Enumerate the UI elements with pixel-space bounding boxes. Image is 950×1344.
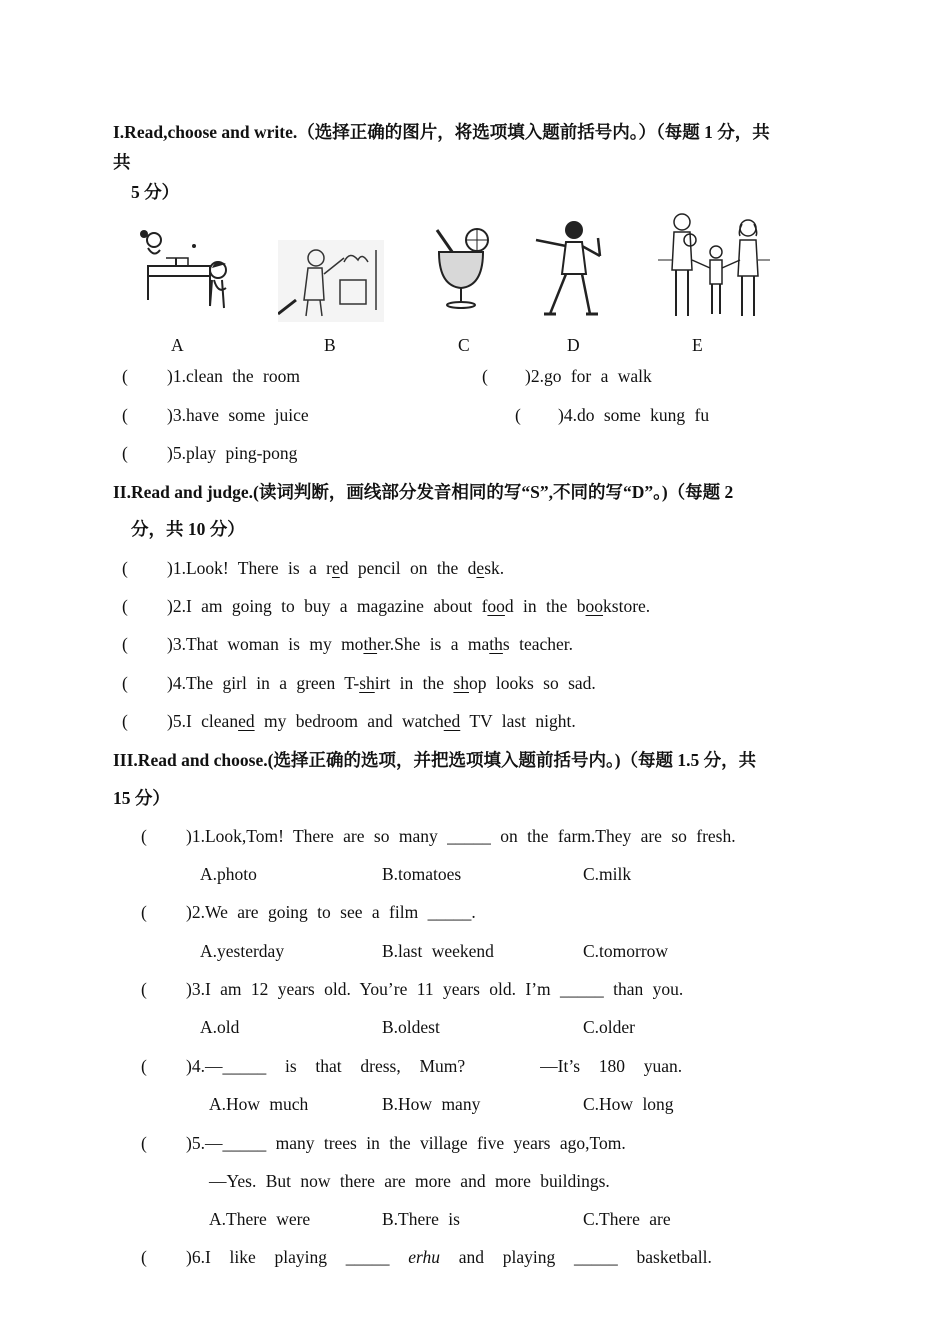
ping-pong-icon: [136, 228, 236, 320]
picture-label-e: E: [692, 335, 703, 355]
question-text: )4.do some kung fu: [558, 405, 710, 425]
option-c: C.How long: [583, 1094, 674, 1114]
option-a: A.photo: [200, 864, 257, 884]
question-text: )3.I am 12 years old. You’re 11 years old. I’m _____ than you.: [186, 979, 684, 999]
picture-label-a: A: [171, 335, 184, 355]
option-b: B.oldest: [382, 1017, 440, 1037]
option-b: B.How many: [382, 1094, 481, 1114]
option-a: A.There were: [209, 1209, 311, 1229]
section2-heading: II.Read and judge.(读词判断，画线部分发音相同的写“S”,不同的写“D”。)（每题 2: [113, 482, 734, 502]
question-text: )3.have some juice: [167, 405, 309, 425]
answer-paren[interactable]: (: [515, 405, 521, 425]
cleaning-room-icon: [278, 240, 384, 322]
answer-paren[interactable]: (: [141, 1133, 147, 1153]
section2-heading-score: 分，共 10 分）: [131, 519, 245, 539]
answer-paren[interactable]: (: [141, 902, 147, 922]
section1-heading-wrap: 共: [113, 152, 131, 172]
family-walk-icon: [658, 210, 770, 322]
question-text: )5.play ping-pong: [167, 443, 298, 463]
question-text: )4.—_____ is that dress, Mum? —It’s 180 yuan.: [186, 1056, 683, 1076]
picture-label-b: B: [324, 335, 336, 355]
question-text: )1.Look,Tom! There are so many _____ on the farm.They are so fresh.: [186, 826, 736, 846]
answer-paren[interactable]: (: [122, 711, 128, 731]
section1-heading-score: 5 分）: [131, 182, 180, 202]
question-reply: —Yes. But now there are more and more buildings.: [209, 1171, 610, 1191]
option-a: A.yesterday: [200, 941, 285, 961]
question-text: )2.I am going to buy a magazine about food in the bookstore.: [167, 596, 651, 616]
question-text: )2.go for a walk: [525, 366, 652, 386]
section1-heading: I.Read,choose and write.（选择正确的图片，将选项填入题前括号内。）（每题 1 分，共: [113, 122, 770, 142]
option-a: A.How much: [209, 1094, 309, 1114]
option-c: C.milk: [583, 864, 632, 884]
answer-paren[interactable]: (: [141, 1056, 147, 1076]
option-a: A.old: [200, 1017, 240, 1037]
question-text: )1.Look! There is a red pencil on the desk.: [167, 558, 505, 578]
question-text: )5.I cleaned my bedroom and watched TV last night.: [167, 711, 576, 731]
answer-paren[interactable]: (: [122, 405, 128, 425]
option-b: B.last weekend: [382, 941, 494, 961]
question-text: )4.The girl in a green T-shirt in the shop looks so sad.: [167, 673, 596, 693]
option-b: B.tomatoes: [382, 864, 462, 884]
answer-paren[interactable]: (: [122, 596, 128, 616]
answer-paren[interactable]: (: [122, 673, 128, 693]
question-text: )1.clean the room: [167, 366, 300, 386]
question-text: )5.—_____ many trees in the village five years ago,Tom.: [186, 1133, 626, 1153]
question-text: )6.I like playing _____ erhu and playing _____ basketball.: [186, 1247, 712, 1267]
option-c: C.tomorrow: [583, 941, 669, 961]
answer-paren[interactable]: (: [141, 979, 147, 999]
answer-paren[interactable]: (: [122, 366, 128, 386]
answer-paren[interactable]: (: [141, 1247, 147, 1267]
section3-heading-score: 15 分）: [113, 788, 170, 808]
option-c: C.older: [583, 1017, 636, 1037]
answer-paren[interactable]: (: [482, 366, 488, 386]
question-text: )3.That woman is my mother.She is a maths teacher.: [167, 634, 573, 654]
answer-paren[interactable]: (: [122, 558, 128, 578]
section3-heading: III.Read and choose.(选择正确的选项，并把选项填入题前括号内。)（每题 1.5 分，共: [113, 750, 757, 770]
option-b: B.There is: [382, 1209, 460, 1229]
question-text: )2.We are going to see a film _____.: [186, 902, 476, 922]
juice-glass-icon: [425, 226, 497, 312]
kung-fu-icon: [530, 216, 620, 320]
option-c: C.There are: [583, 1209, 671, 1229]
answer-paren[interactable]: (: [122, 634, 128, 654]
picture-label-d: D: [567, 335, 580, 355]
picture-label-c: C: [458, 335, 470, 355]
answer-paren[interactable]: (: [122, 443, 128, 463]
answer-paren[interactable]: (: [141, 826, 147, 846]
